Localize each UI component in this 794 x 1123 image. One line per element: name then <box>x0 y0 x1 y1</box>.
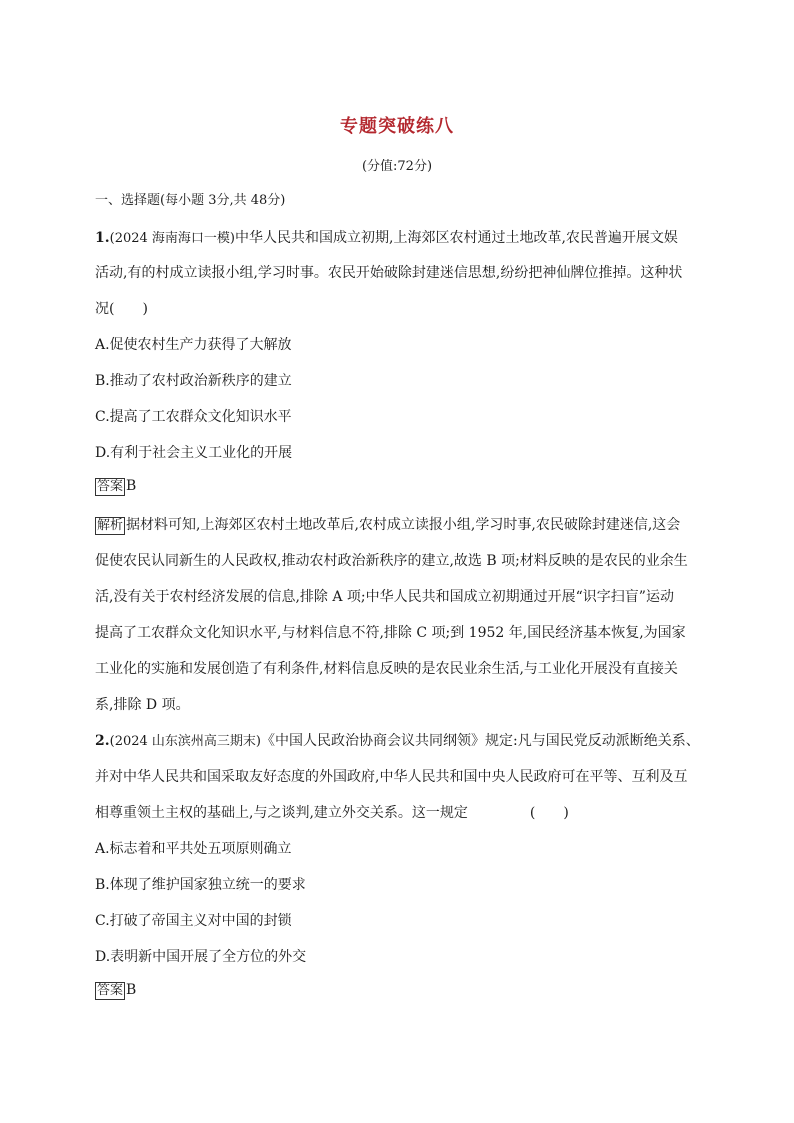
answer-tag: 答案 <box>97 479 124 494</box>
question-1-answer-value: B <box>126 478 137 494</box>
question-1-option-c: C.提高了工农群众文化知识水平 <box>95 409 292 425</box>
question-1-answer <box>95 478 136 496</box>
question-2-option-d: D.表明新中国开展了全方位的外交 <box>95 949 307 965</box>
question-2-stem-line-3: 相尊重领土主权的基础上,与之谈判,建立外交关系。这一规定 ( ) <box>95 805 569 821</box>
question-2-answer <box>95 982 136 1000</box>
question-1-option-a: A.促使农村生产力获得了大解放 <box>95 337 292 353</box>
question-2-blank: ( ) <box>529 805 569 821</box>
question-2-stem-line-2: 并对中华人民共和国采取友好态度的外国政府,中华人民共和国中央人民政府可在平等、互利及互 <box>95 769 688 785</box>
question-1-source: (2024 海南海口一模) <box>109 231 235 246</box>
question-2-answer-value: B <box>126 982 137 998</box>
question-2-option-c: C.打破了帝国主义对中国的封锁 <box>95 913 292 929</box>
analysis-tag: 解析 <box>97 518 124 533</box>
question-1-analysis-line-2: 促使农民认同新生的人民政权,推动农村政治新秩序的建立,故选 B 项;材料反映的是农民的业余生 <box>95 553 688 569</box>
question-1-stem-line-2: 活动,有的村成立读报小组,学习时事。农民开始破除封建迷信思想,纷纷把神仙牌位推掉。这种状 <box>95 265 683 281</box>
question-1-stem-line-1: 1.(2024 海南海口一模)中华人民共和国成立初期,上海郊区农村通过土地改革,农民普遍开展文娱 <box>95 230 678 246</box>
question-1-analysis-line-5: 工业化的实施和发展创造了有利条件,材料信息反映的是农民业余生活,与工业化开展没有直接关 <box>95 661 678 677</box>
question-1-analysis-line-1: 解析 据材料可知,上海郊区农村土地改革后,农村成立读报小组,学习时事,农民破除封建迷信,这会 <box>97 517 681 533</box>
question-2-source: (2024 山东滨州高三期末) <box>109 734 261 749</box>
question-1-option-d: D.有利于社会主义工业化的开展 <box>95 445 293 461</box>
question-2-option-a: A.标志着和平共处五项原则确立 <box>95 841 292 857</box>
answer-tag: 答案 <box>97 983 124 998</box>
question-1-option-b: B.推动了农村政治新秩序的建立 <box>95 373 292 389</box>
question-1-analysis-line-3: 活,没有关于农村经济发展的信息,排除 A 项;中华人民共和国成立初期通过开展“识字扫盲”运动 <box>95 589 674 605</box>
question-1-analysis-line-4: 提高了工农群众文化知识水平,与材料信息不符,排除 C 项;到 1952 年,国民经济基本恢复,为国家 <box>95 625 686 641</box>
question-1-stem-line-3: 况( ) <box>95 301 148 317</box>
score-info: (分值:72分) <box>361 159 433 174</box>
question-2-number: 2. <box>95 733 110 749</box>
page-title: 专题突破练八 <box>340 116 454 137</box>
question-2-option-b: B.体现了维护国家独立统一的要求 <box>95 877 306 893</box>
section-heading: 一、选择题(每小题 3分,共 48分) <box>95 193 286 208</box>
question-1-number: 1. <box>95 230 110 246</box>
question-2-stem-line-1: 2.(2024 山东滨州高三期末)《中国人民政治协商会议共同纲领》规定:凡与国民党反动派断绝关系、 <box>95 733 700 749</box>
question-1-analysis-line-6: 系,排除 D 项。 <box>95 697 190 713</box>
